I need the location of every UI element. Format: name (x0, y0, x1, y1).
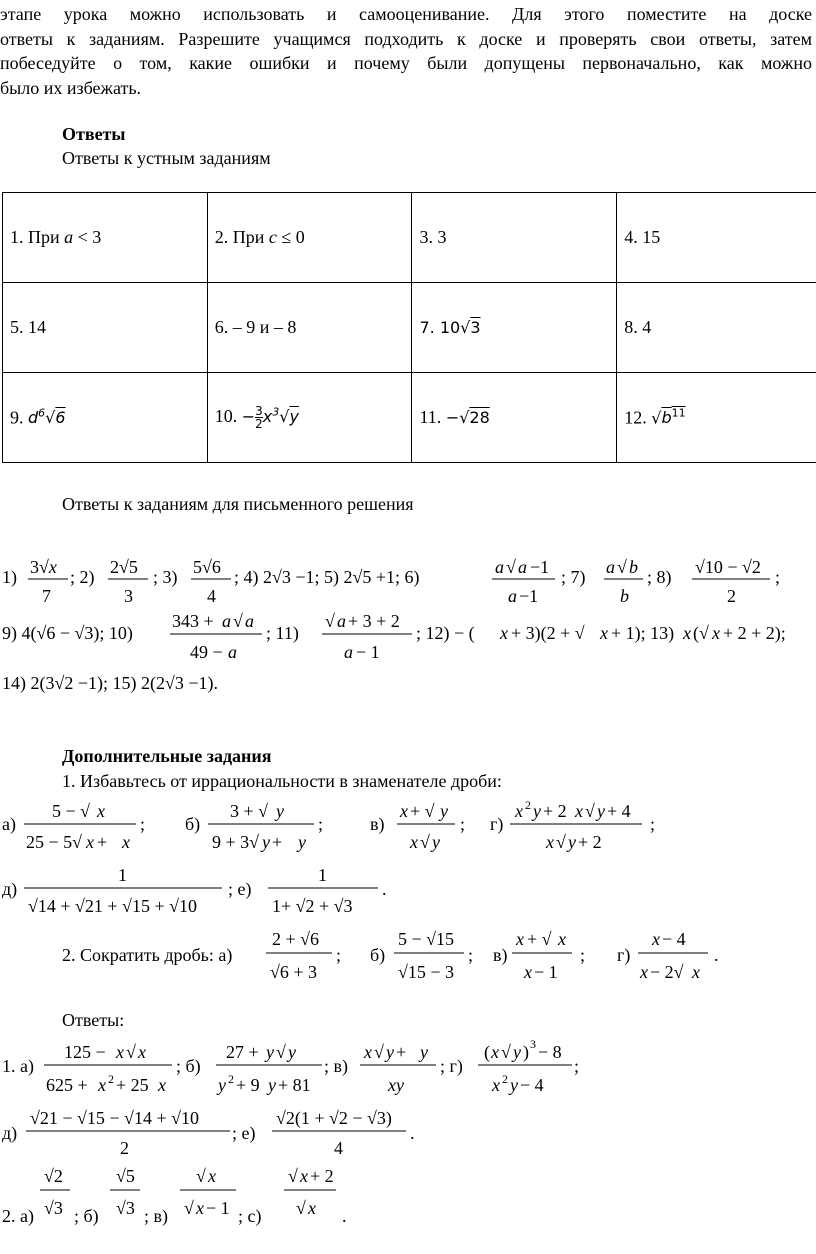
task1-text: 1. Избавьтесь от иррациональности в знаменателе дроби: (62, 771, 502, 791)
svg-text:9) 4(√6 − √3); 10): 9) 4(√6 − √3); 10) (2, 623, 133, 643)
svg-text:√15 − 3: √15 − 3 (398, 962, 455, 982)
svg-text:; в): ; в) (144, 1206, 168, 1226)
task1-row-1 (0, 798, 816, 858)
svg-text:a: a (222, 611, 231, 631)
svg-text:x: x (300, 1166, 308, 1186)
svg-text:y: y (262, 832, 270, 852)
svg-text:b: b (620, 586, 629, 606)
svg-text:+ 2: + 2 (578, 832, 602, 852)
svg-text:√: √ (374, 1042, 384, 1062)
svg-text:а): а) (2, 814, 16, 834)
svg-text:x: x (491, 1042, 499, 1062)
svg-text:√: √ (325, 611, 335, 631)
svg-text:a: a (245, 611, 254, 631)
svg-text:√: √ (233, 611, 243, 631)
svg-text:a: a (228, 642, 237, 662)
svg-text:√: √ (276, 1042, 286, 1062)
svg-text:; 2): ; 2) (70, 567, 95, 587)
svg-text:b: b (629, 557, 638, 577)
svg-text:; б): ; б) (176, 1056, 201, 1076)
svg-text:y: y (218, 1075, 226, 1095)
written-answers-heading: Ответы к заданиям для письменного решения (62, 494, 414, 514)
table-cell: 8. 4 (617, 283, 816, 373)
svg-text:625 +: 625 + (46, 1075, 88, 1095)
table-cell: 9. $d^6√6$ (3, 373, 208, 463)
svg-text:; 4) 2√3 −1; 5) 2√5 +1; 6: ; 4) 2√3 −1; 5) 2√5 +1; 6) (234, 567, 420, 587)
oral-answers-table (2, 192, 816, 463)
answers2-heading: Ответы: (62, 1010, 125, 1030)
svg-text:√3: √3 (116, 1198, 135, 1218)
svg-text:x: x (524, 962, 532, 982)
answers2-row-1 (0, 1036, 816, 1102)
svg-text:; 11): ; 11) (266, 623, 299, 643)
svg-text:x: x (410, 832, 418, 852)
svg-text:;: ; (650, 814, 656, 834)
svg-text:x: x (308, 1198, 316, 1218)
task1-row-2 (0, 862, 816, 922)
svg-text:1: 1 (118, 865, 127, 885)
svg-text:a: a (606, 557, 615, 577)
svg-text:√3: √3 (44, 1198, 63, 1218)
svg-text:;: ; (468, 945, 474, 965)
svg-text:49 −: 49 − (190, 642, 223, 662)
svg-text:; 12) − (: ; 12) − ( (416, 623, 475, 643)
svg-text:−1: −1 (519, 586, 539, 606)
svg-text:√: √ (506, 557, 516, 577)
svg-text:в): в) (493, 945, 508, 965)
svg-text:√: √ (420, 832, 430, 852)
svg-text:2: 2 (502, 1072, 508, 1086)
svg-text:2 + √6: 2 + √6 (272, 929, 320, 949)
svg-text:√: √ (196, 1166, 206, 1186)
svg-text:б): б) (185, 814, 201, 834)
svg-text:7: 7 (42, 586, 51, 606)
svg-text:.: . (410, 1123, 415, 1143)
svg-text:2: 2 (228, 1072, 234, 1086)
svg-text:1): 1) (2, 567, 17, 587)
svg-text:.: . (382, 879, 387, 899)
svg-text:x: x (492, 1075, 500, 1095)
svg-text:− 8: − 8 (538, 1042, 562, 1062)
svg-text:− 1: − 1 (206, 1198, 230, 1218)
svg-text:√: √ (126, 1042, 136, 1062)
svg-text:xy: xy (388, 1075, 404, 1095)
svg-text:; б): ; б) (74, 1206, 99, 1226)
svg-text:27 +: 27 + (226, 1042, 259, 1062)
table-cell: 12. $√b^{11}$ (617, 373, 816, 463)
svg-text:y: y (420, 1042, 428, 1062)
svg-text:д): д) (2, 1123, 18, 1143)
svg-text:; с): ; с) (238, 1206, 262, 1226)
svg-text:√6 + 3: √6 + 3 (270, 962, 318, 982)
svg-text:√: √ (501, 1042, 511, 1062)
svg-text:x: x (500, 623, 508, 643)
svg-text:+ √: + √ (410, 801, 435, 821)
svg-text:3: 3 (124, 586, 133, 606)
svg-text:a: a (337, 611, 346, 631)
svg-text:;: ; (318, 814, 324, 834)
table-row (3, 283, 816, 373)
table-cell: 5. 14 (3, 283, 208, 373)
svg-text:x: x (640, 962, 648, 982)
svg-text:;: ; (775, 567, 781, 587)
svg-text:√2(1 + √2 − √3): √2(1 + √2 − √3) (276, 1108, 392, 1128)
svg-text:; в): ; в) (324, 1056, 348, 1076)
svg-text:2: 2 (727, 586, 736, 606)
svg-text:x: x (208, 1166, 216, 1186)
svg-text:− 4: − 4 (662, 929, 686, 949)
svg-text:3: 3 (530, 1037, 536, 1051)
svg-text:25 − 5√: 25 − 5√ (26, 832, 83, 852)
svg-text:+: + (272, 832, 283, 852)
svg-text:+ 4: + 4 (607, 801, 631, 821)
svg-text:4: 4 (207, 586, 216, 606)
svg-text:√: √ (296, 1198, 306, 1218)
svg-text:−1: −1 (530, 557, 550, 577)
svg-text:+ 25: + 25 (116, 1075, 149, 1095)
svg-text:;: ; (336, 945, 342, 965)
svg-text:x: x (400, 801, 408, 821)
svg-text:x: x (86, 832, 94, 852)
svg-text:+: + (396, 1042, 407, 1062)
svg-text:√21 − √15 − √14 + √10: √21 − √15 − √14 + √10 (30, 1108, 199, 1128)
svg-text:y: y (513, 1042, 521, 1062)
svg-text:y: y (268, 1075, 276, 1095)
svg-text:5√6: 5√6 (193, 557, 221, 577)
svg-text:√5: √5 (116, 1166, 135, 1186)
svg-text:; е): ; е) (232, 1123, 256, 1143)
svg-text:a: a (518, 557, 527, 577)
svg-text:+ 2: + 2 (543, 801, 567, 821)
svg-text:x: x (575, 801, 583, 821)
svg-text:; 7): ; 7) (561, 567, 586, 587)
svg-text:+ 3 + 2: + 3 + 2 (348, 611, 400, 631)
svg-text:x: x (364, 1042, 372, 1062)
svg-text:2: 2 (120, 1138, 129, 1158)
task2-text: 2. Сократить дробь: а) (62, 945, 233, 965)
table-cell: 4. 15 (617, 193, 816, 283)
answers2-row-2 (0, 1102, 816, 1162)
svg-text:5 − √: 5 − √ (52, 801, 91, 821)
table-cell: 3. 3 (412, 193, 617, 283)
svg-text:y: y (298, 832, 306, 852)
svg-text:y: y (432, 832, 440, 852)
svg-text:.: . (714, 945, 719, 965)
svg-text:+ 3)(2 + √: + 3)(2 + √ (511, 623, 585, 643)
svg-text:в): в) (370, 814, 385, 834)
answers2-row-3 (0, 1160, 816, 1232)
extra-tasks-heading: Дополнительные задания (62, 746, 272, 766)
svg-text:x: x (516, 929, 524, 949)
svg-text:1. а): 1. а) (2, 1056, 34, 1076)
answers-heading: Ответы (62, 124, 126, 144)
table-cell: 10. − $\frac{3}{2}$ $x^3√y$ (207, 373, 412, 463)
svg-text:343 +: 343 + (172, 611, 214, 631)
svg-text:x: x (98, 1075, 106, 1095)
svg-text:9 + 3√: 9 + 3√ (212, 832, 260, 852)
svg-text:; 8): ; 8) (647, 567, 672, 587)
svg-text:;: ; (574, 1056, 580, 1076)
svg-text:x: x (683, 623, 691, 643)
svg-text:x: x (138, 1042, 146, 1062)
svg-text:(√: (√ (693, 623, 709, 643)
svg-text:x: x (712, 623, 720, 643)
svg-text:б): б) (370, 945, 386, 965)
svg-text:√: √ (585, 801, 595, 821)
written-answers-row-3 (0, 664, 400, 698)
svg-text:2: 2 (108, 1072, 114, 1086)
svg-text:3√x: 3√x (30, 557, 57, 577)
svg-text:√: √ (288, 1166, 298, 1186)
svg-text:y: y (568, 832, 576, 852)
svg-text:+ 2 + 2);: + 2 + 2); (723, 623, 786, 643)
task2-row (0, 924, 816, 988)
svg-text:г): г) (490, 814, 504, 834)
intro-line: этапе урока можно использовать и самооценивание. Для этого поместите на доске (0, 4, 812, 24)
svg-text:+ √: + √ (527, 929, 552, 949)
svg-text:): ) (523, 1042, 529, 1062)
table-cell: 11. −√28 (412, 373, 617, 463)
svg-text:;: ; (460, 814, 466, 834)
svg-text:4: 4 (334, 1138, 343, 1158)
svg-text:+: + (97, 832, 108, 852)
svg-text:; г): ; г) (440, 1056, 463, 1076)
svg-text:x: x (158, 1075, 166, 1095)
svg-text:; 3): ; 3) (153, 567, 178, 587)
svg-text:x: x (97, 801, 105, 821)
svg-text:√: √ (184, 1198, 194, 1218)
svg-text:14) 2(3√2 −1); 15) 2(2√3 −1: 14) 2(3√2 −1); 15) 2(2√3 −1). (2, 673, 219, 693)
svg-text:2. а): 2. а) (2, 1206, 34, 1226)
table-cell: 1. При a < 3 (3, 193, 208, 283)
svg-text:x: x (546, 832, 554, 852)
svg-text:+ 1); 13): + 1); 13) (611, 623, 675, 643)
intro-line: ответы к заданиям. Разрешите учащимся подходить к доске и проверять свои ответы, затем (0, 28, 812, 49)
svg-text:x: x (196, 1198, 204, 1218)
intro-line: было их избежать. (0, 77, 142, 98)
svg-text:г): г) (617, 945, 631, 965)
intro-paragraph (0, 2, 812, 100)
svg-text:√14 + √21 + √15 + √10: √14 + √21 + √15 + √10 (28, 896, 197, 916)
svg-text:(: ( (484, 1042, 490, 1062)
svg-text:x: x (116, 1042, 124, 1062)
svg-text:a: a (495, 557, 504, 577)
svg-text:д): д) (2, 879, 18, 899)
svg-text:; е): ; е) (228, 879, 252, 899)
svg-text:x: x (122, 832, 130, 852)
svg-text:y: y (597, 801, 605, 821)
svg-text:1: 1 (318, 865, 327, 885)
svg-text:+ 2: + 2 (310, 1166, 334, 1186)
oral-answers-heading: Ответы к устным заданиям (62, 148, 271, 168)
svg-text:√: √ (617, 557, 627, 577)
intro-line: побеседуйте о том, какие ошибки и почему были допущены первоначально, как можно (0, 53, 812, 74)
svg-text:125 −: 125 − (64, 1042, 106, 1062)
svg-text:;: ; (580, 945, 586, 965)
table-cell: 6. – 9 и – 8 (207, 283, 412, 373)
svg-text:;: ; (140, 814, 146, 834)
svg-text:x: x (652, 929, 660, 949)
svg-text:− 2√: − 2√ (650, 962, 684, 982)
svg-text:− 4: − 4 (520, 1075, 544, 1095)
svg-text:+ 9: + 9 (236, 1075, 260, 1095)
svg-text:a: a (344, 642, 353, 662)
svg-text:y: y (276, 801, 284, 821)
svg-text:5 − √15: 5 − √15 (398, 929, 455, 949)
table-cell: 7. 10√3 (412, 283, 617, 373)
table-row (3, 193, 816, 283)
svg-text:√10 − √2: √10 − √2 (695, 557, 761, 577)
svg-text:y: y (510, 1075, 518, 1095)
svg-text:3 + √: 3 + √ (230, 801, 269, 821)
svg-text:y: y (533, 801, 541, 821)
svg-text:y: y (440, 801, 448, 821)
table-cell: 2. При c ≤ 0 (207, 193, 412, 283)
svg-text:√: √ (556, 832, 566, 852)
svg-text:.: . (342, 1206, 347, 1226)
svg-text:y: y (288, 1042, 296, 1062)
svg-text:y: y (266, 1042, 274, 1062)
svg-text:x: x (558, 929, 566, 949)
svg-text:x: x (692, 962, 700, 982)
svg-text:1+ √2 + √3: 1+ √2 + √3 (272, 896, 353, 916)
svg-text:x: x (515, 801, 523, 821)
svg-text:+ 81: + 81 (278, 1075, 311, 1095)
svg-text:y: y (386, 1042, 394, 1062)
svg-text:a: a (508, 586, 517, 606)
svg-text:2: 2 (525, 798, 531, 812)
svg-text:x: x (600, 623, 608, 643)
svg-text:− 1: − 1 (534, 962, 558, 982)
svg-text:2√5: 2√5 (110, 557, 138, 577)
svg-text:− 1: − 1 (356, 642, 380, 662)
written-answers-row-2 (0, 608, 816, 664)
table-row (3, 373, 816, 463)
svg-text:√2: √2 (44, 1166, 63, 1186)
written-answers-row-1 (0, 540, 816, 608)
